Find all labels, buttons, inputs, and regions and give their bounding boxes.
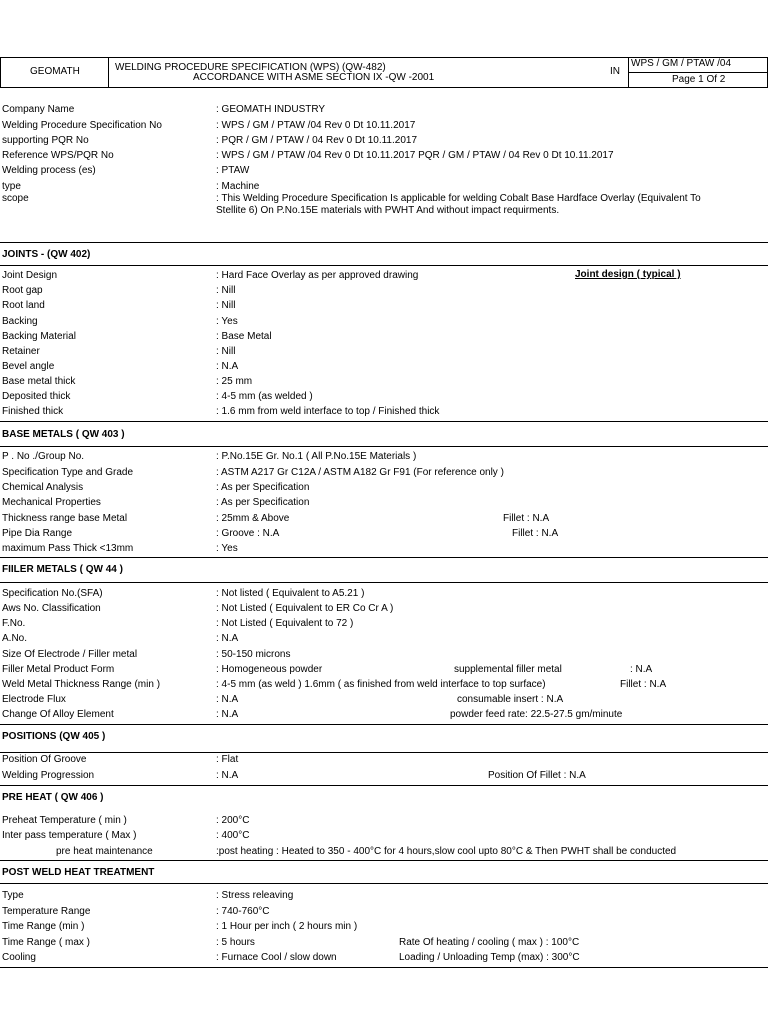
field-label: Electrode Flux [2, 694, 66, 705]
document-subtitle: ACCORDANCE WITH ASME SECTION IX -QW -2001 [193, 72, 435, 83]
field-extra-value: : N.A [630, 664, 653, 675]
field-label: Finished thick [2, 406, 64, 417]
field-value: : 4-5 mm (as weld ) 1.6mm ( as finished from weld interface to top surface) [216, 679, 546, 690]
field-value: : Groove : N.A [216, 528, 280, 539]
field-value: : PQR / GM / PTAW / 04 Rev 0 Dt 10.11.2017 [216, 135, 418, 146]
field-value: : Furnace Cool / slow down [216, 952, 337, 963]
field-value: : Base Metal [216, 331, 272, 342]
field-value: : As per Specification [216, 482, 310, 493]
field-value: : Machine [216, 181, 260, 192]
field-label: Welding Procedure Specification No [2, 120, 162, 131]
field-label: Size Of Electrode / Filler metal [2, 649, 138, 660]
field-value: : N.A [216, 694, 239, 705]
field-value: : 400°C [216, 830, 250, 841]
field-value: : N.A [216, 770, 239, 781]
section-title-positions: POSITIONS (QW 405 ) [2, 731, 106, 742]
field-label: Retainer [2, 346, 40, 357]
field-value: : Hard Face Overlay as per approved drawing [216, 270, 419, 281]
field-value: : Flat [216, 754, 239, 765]
field-value: : Not Listed ( Equivalent to ER Co Cr A ) [216, 603, 394, 614]
field-value: : WPS / GM / PTAW /04 Rev 0 Dt 10.11.2017 [216, 120, 416, 131]
field-value: : 740-760°C [216, 906, 270, 917]
section-title-pwht: POST WELD HEAT TREATMENT [2, 867, 155, 878]
field-extra: consumable insert : N.A [457, 694, 564, 705]
field-value: : Nill [216, 285, 236, 296]
field-label: Welding Progression [2, 770, 95, 781]
field-label: Backing Material [2, 331, 76, 342]
field-label: Cooling [2, 952, 36, 963]
field-label: Bevel angle [2, 361, 55, 372]
field-extra: supplemental filler metal [454, 664, 562, 675]
field-extra: Rate Of heating / cooling ( max ) : 100°C [399, 937, 580, 948]
field-value: : 25mm & Above [216, 513, 290, 524]
section-title-preheat: PRE HEAT ( QW 406 ) [2, 792, 104, 803]
field-label: Specification No.(SFA) [2, 588, 103, 599]
field-label: supporting PQR No [2, 135, 89, 146]
company-short-name: GEOMATH [30, 66, 80, 77]
field-label: Weld Metal Thickness Range (min ) [2, 679, 161, 690]
field-value: : N.A [216, 633, 239, 644]
document-number: WPS / GM / PTAW /04 [631, 58, 732, 69]
field-value: : Not Listed ( Equivalent to 72 ) [216, 618, 354, 629]
field-value: : 1 Hour per inch ( 2 hours min ) [216, 921, 358, 932]
field-value: : N.A [216, 361, 239, 372]
field-value: : 25 mm [216, 376, 253, 387]
field-label: Position Of Groove [2, 754, 87, 765]
field-label: Root land [2, 300, 45, 311]
field-label: A.No. [2, 633, 28, 644]
field-label: Thickness range base Metal [2, 513, 128, 524]
field-label: pre heat maintenance [56, 846, 153, 857]
field-label: F.No. [2, 618, 26, 629]
scope-text: : This Welding Procedure Specification Is applicable for welding Cobalt Base Hardface Overlay (Equivalent To [216, 193, 701, 204]
field-value: : 200°C [216, 815, 250, 826]
field-value: : Stress releaving [216, 890, 294, 901]
field-value: : 1.6 mm from weld interface to top / Finished thick [216, 406, 440, 417]
field-label: Change Of Alloy Element [2, 709, 114, 720]
field-label: Specification Type and Grade [2, 467, 134, 478]
section-title-filler-metals: FIILER METALS ( QW 44 ) [2, 564, 123, 575]
field-label: Reference WPS/PQR No [2, 150, 114, 161]
scope-text-continued: Stellite 6) On P.No.15E materials with PWHT And without impact requirments. [216, 205, 560, 216]
field-label: maximum Pass Thick <13mm [2, 543, 134, 554]
field-value: : 5 hours [216, 937, 255, 948]
field-extra: Position Of Fillet : N.A [488, 770, 586, 781]
section-title-base-metals: BASE METALS ( QW 403 ) [2, 429, 125, 440]
field-extra: powder feed rate: 22.5-27.5 gm/minute [450, 709, 623, 720]
field-label: P . No ./Group No. [2, 451, 85, 462]
field-value: : PTAW [216, 165, 250, 176]
field-value: : As per Specification [216, 497, 310, 508]
field-value: : P.No.15E Gr. No.1 ( All P.No.15E Materials ) [216, 451, 417, 462]
field-label: Type [2, 890, 24, 901]
field-label: Temperature Range [2, 906, 91, 917]
field-value: : Yes [216, 543, 238, 554]
field-value: :post heating : Heated to 350 - 400°C for 4 hours,slow cool upto 80°C & Then PWHT shall be conducted [216, 846, 677, 857]
field-value: : Nill [216, 300, 236, 311]
field-label: Welding process (es) [2, 165, 96, 176]
section-title-joints: JOINTS - (QW 402) [2, 249, 91, 260]
document-title: WELDING PROCEDURE SPECIFICATION (WPS) (QW-482) [115, 62, 386, 73]
in-label: IN [610, 66, 620, 77]
field-extra: Loading / Unloading Temp (max) : 300°C [399, 952, 580, 963]
field-extra: Fillet : N.A [503, 513, 550, 524]
field-label: scope [2, 193, 29, 204]
field-value: : N.A [216, 709, 239, 720]
field-value: : WPS / GM / PTAW /04 Rev 0 Dt 10.11.2017 PQR / GM / PTAW / 04 Rev 0 Dt 10.11.2017 [216, 150, 614, 161]
field-label: Inter pass temperature ( Max ) [2, 830, 137, 841]
field-value: : Yes [216, 316, 238, 327]
field-value: : ASTM A217 Gr C12A / ASTM A182 Gr F91 (For reference only ) [216, 467, 504, 478]
field-label: Base metal thick [2, 376, 76, 387]
field-value: : Nill [216, 346, 236, 357]
field-value: : Homogeneous powder [216, 664, 323, 675]
field-label: Aws No. Classification [2, 603, 101, 614]
joint-design-caption: Joint design ( typical ) [575, 269, 681, 280]
field-label: Preheat Temperature ( min ) [2, 815, 127, 826]
page-number: Page 1 Of 2 [672, 74, 726, 85]
field-label: Filler Metal Product Form [2, 664, 115, 675]
field-label: Backing [2, 316, 38, 327]
field-extra: Fillet : N.A [620, 679, 667, 690]
field-extra: Fillet : N.A [512, 528, 559, 539]
field-label: Mechanical Properties [2, 497, 101, 508]
field-value: : 50-150 microns [216, 649, 291, 660]
field-label: Deposited thick [2, 391, 71, 402]
field-label: Root gap [2, 285, 43, 296]
field-label: Company Name [2, 104, 75, 115]
field-label: Time Range (min ) [2, 921, 85, 932]
field-label: Pipe Dia Range [2, 528, 73, 539]
field-value: : GEOMATH INDUSTRY [216, 104, 326, 115]
field-value: : 4-5 mm (as welded ) [216, 391, 313, 402]
field-label: Chemical Analysis [2, 482, 84, 493]
field-label: Joint Design [2, 270, 58, 281]
field-value: : Not listed ( Equivalent to A5.21 ) [216, 588, 365, 599]
field-label: Time Range ( max ) [2, 937, 90, 948]
field-label: type [2, 181, 21, 192]
